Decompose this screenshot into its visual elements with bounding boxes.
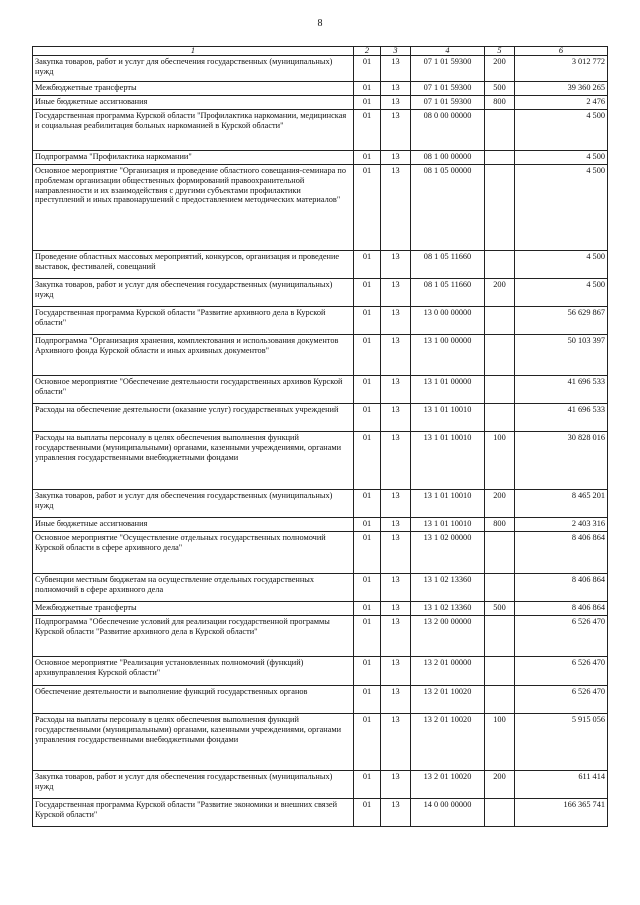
row-amount: 41 696 533	[515, 404, 608, 432]
row-name: Основное мероприятие "Осуществление отдельных государственных полномочий Курской области в сфере архивного дела"	[33, 532, 354, 574]
row-subsection: 13	[381, 335, 411, 376]
table-row	[33, 56, 608, 82]
row-subsection: 13	[381, 96, 411, 110]
row-section: 01	[354, 602, 381, 616]
row-name: Расходы на выплаты персоналу в целях обеспечения выполнения функций государственными (муниципальными) органами, казенными учреждениями, органами управления государственными внебюджетными фондами	[33, 714, 354, 771]
table-row	[33, 616, 608, 657]
row-section: 01	[354, 518, 381, 532]
row-amount: 5 915 056	[515, 714, 608, 771]
row-name: Основное мероприятие "Реализация установленных полномочий (функций) архивуправления Курской области"	[33, 657, 354, 686]
row-expense-type: 800	[485, 518, 515, 532]
table-row	[33, 490, 608, 518]
row-amount: 4 500	[515, 251, 608, 279]
row-section: 01	[354, 251, 381, 279]
row-section: 01	[354, 404, 381, 432]
header-col-6: 6	[515, 47, 608, 56]
row-target-article: 08 1 05 00000	[411, 165, 485, 251]
table-header-row	[33, 47, 608, 56]
row-subsection: 13	[381, 432, 411, 490]
row-subsection: 13	[381, 602, 411, 616]
header-col-4: 4	[411, 47, 485, 56]
row-expense-type	[485, 616, 515, 657]
header-col-5: 5	[485, 47, 515, 56]
row-name: Подпрограмма "Организация хранения, комплектования и использования документов Архивного фонда Курской области и иных архивных документов"	[33, 335, 354, 376]
table-row	[33, 376, 608, 404]
row-name: Иные бюджетные ассигнования	[33, 96, 354, 110]
table-row	[33, 574, 608, 602]
table-row	[33, 602, 608, 616]
row-amount: 56 629 867	[515, 307, 608, 335]
table-row	[33, 657, 608, 686]
table-row	[33, 151, 608, 165]
row-target-article: 13 1 02 00000	[411, 532, 485, 574]
row-target-article: 13 1 01 10010	[411, 490, 485, 518]
table-row	[33, 251, 608, 279]
row-target-article: 13 1 01 10010	[411, 404, 485, 432]
row-section: 01	[354, 432, 381, 490]
row-target-article: 14 0 00 00000	[411, 799, 485, 827]
row-target-article: 13 2 00 00000	[411, 616, 485, 657]
row-amount: 2 403 316	[515, 518, 608, 532]
row-section: 01	[354, 574, 381, 602]
row-subsection: 13	[381, 56, 411, 82]
row-subsection: 13	[381, 771, 411, 799]
row-expense-type: 500	[485, 602, 515, 616]
header-col-2: 2	[354, 47, 381, 56]
row-expense-type	[485, 151, 515, 165]
header-col-3: 3	[381, 47, 411, 56]
row-amount: 8 465 201	[515, 490, 608, 518]
table-row	[33, 714, 608, 771]
row-section: 01	[354, 714, 381, 771]
row-target-article: 13 1 00 00000	[411, 335, 485, 376]
row-expense-type: 200	[485, 771, 515, 799]
row-amount: 2 476	[515, 96, 608, 110]
row-target-article: 13 2 01 10020	[411, 714, 485, 771]
table-row	[33, 165, 608, 251]
row-section: 01	[354, 335, 381, 376]
row-amount: 30 828 016	[515, 432, 608, 490]
row-subsection: 13	[381, 518, 411, 532]
row-expense-type: 800	[485, 96, 515, 110]
row-amount: 8 406 864	[515, 532, 608, 574]
row-subsection: 13	[381, 657, 411, 686]
row-expense-type	[485, 165, 515, 251]
row-amount: 4 500	[515, 151, 608, 165]
row-name: Закупка товаров, работ и услуг для обеспечения государственных (муниципальных) нужд	[33, 490, 354, 518]
row-amount: 6 526 470	[515, 657, 608, 686]
table-row	[33, 96, 608, 110]
table-row	[33, 404, 608, 432]
row-amount: 166 365 741	[515, 799, 608, 827]
row-amount: 4 500	[515, 165, 608, 251]
row-section: 01	[354, 490, 381, 518]
row-subsection: 13	[381, 251, 411, 279]
row-expense-type: 200	[485, 56, 515, 82]
row-section: 01	[354, 279, 381, 307]
row-expense-type	[485, 335, 515, 376]
row-section: 01	[354, 532, 381, 574]
row-section: 01	[354, 110, 381, 151]
row-name: Межбюджетные трансферты	[33, 602, 354, 616]
row-section: 01	[354, 376, 381, 404]
row-subsection: 13	[381, 82, 411, 96]
row-section: 01	[354, 799, 381, 827]
row-amount: 4 500	[515, 279, 608, 307]
row-target-article: 13 2 01 00000	[411, 657, 485, 686]
row-subsection: 13	[381, 165, 411, 251]
row-name: Иные бюджетные ассигнования	[33, 518, 354, 532]
table-row	[33, 82, 608, 96]
row-subsection: 13	[381, 307, 411, 335]
row-amount: 8 406 864	[515, 602, 608, 616]
row-subsection: 13	[381, 279, 411, 307]
row-target-article: 13 2 01 10020	[411, 771, 485, 799]
header-col-1: 1	[33, 47, 354, 56]
row-expense-type	[485, 686, 515, 714]
row-section: 01	[354, 56, 381, 82]
row-amount: 3 012 772	[515, 56, 608, 82]
table-row	[33, 799, 608, 827]
row-name: Государственная программа Курской области "Профилактика наркомании, медицинская и социальная реабилитация больных наркоманией в Курской области"	[33, 110, 354, 151]
row-section: 01	[354, 96, 381, 110]
row-expense-type	[485, 574, 515, 602]
row-name: Закупка товаров, работ и услуг для обеспечения государственных (муниципальных) нужд	[33, 279, 354, 307]
row-expense-type: 500	[485, 82, 515, 96]
row-target-article: 13 1 02 13360	[411, 602, 485, 616]
row-name: Субвенции местным бюджетам на осуществление отдельных государственных полномочий в сфере архивного дела	[33, 574, 354, 602]
row-amount: 50 103 397	[515, 335, 608, 376]
table-row	[33, 307, 608, 335]
row-target-article: 08 1 00 00000	[411, 151, 485, 165]
row-subsection: 13	[381, 574, 411, 602]
table-row	[33, 518, 608, 532]
row-section: 01	[354, 151, 381, 165]
row-subsection: 13	[381, 151, 411, 165]
row-name: Межбюджетные трансферты	[33, 82, 354, 96]
row-subsection: 13	[381, 686, 411, 714]
row-expense-type	[485, 799, 515, 827]
budget-table	[32, 46, 608, 827]
row-expense-type	[485, 307, 515, 335]
row-subsection: 13	[381, 490, 411, 518]
row-name: Проведение областных массовых мероприятий, конкурсов, организация и проведение выставок, фестивалей, совещаний	[33, 251, 354, 279]
row-subsection: 13	[381, 110, 411, 151]
row-expense-type	[485, 532, 515, 574]
row-expense-type	[485, 110, 515, 151]
row-target-article: 08 1 05 11660	[411, 279, 485, 307]
page-number: 8	[317, 18, 323, 29]
row-section: 01	[354, 307, 381, 335]
table-row	[33, 335, 608, 376]
row-expense-type: 200	[485, 490, 515, 518]
row-target-article: 07 1 01 59300	[411, 96, 485, 110]
row-expense-type	[485, 404, 515, 432]
table-row	[33, 432, 608, 490]
row-subsection: 13	[381, 799, 411, 827]
row-amount: 611 414	[515, 771, 608, 799]
row-expense-type: 100	[485, 714, 515, 771]
row-amount: 39 360 265	[515, 82, 608, 96]
row-amount: 4 500	[515, 110, 608, 151]
row-expense-type	[485, 657, 515, 686]
row-target-article: 07 1 01 59300	[411, 56, 485, 82]
row-amount: 6 526 470	[515, 686, 608, 714]
row-subsection: 13	[381, 376, 411, 404]
row-name: Государственная программа Курской области "Развитие архивного дела в Курской области"	[33, 307, 354, 335]
row-target-article: 13 2 01 10020	[411, 686, 485, 714]
row-amount: 6 526 470	[515, 616, 608, 657]
row-section: 01	[354, 165, 381, 251]
row-subsection: 13	[381, 404, 411, 432]
row-section: 01	[354, 82, 381, 96]
row-expense-type: 100	[485, 432, 515, 490]
row-name: Расходы на обеспечение деятельности (оказание услуг) государственных учреждений	[33, 404, 354, 432]
row-name: Закупка товаров, работ и услуг для обеспечения государственных (муниципальных) нужд	[33, 771, 354, 799]
row-amount: 8 406 864	[515, 574, 608, 602]
row-target-article: 13 1 01 00000	[411, 376, 485, 404]
row-subsection: 13	[381, 714, 411, 771]
row-name: Основное мероприятие "Обеспечение деятельности государственных архивов Курской области"	[33, 376, 354, 404]
table-row	[33, 279, 608, 307]
table-row	[33, 532, 608, 574]
table-row	[33, 110, 608, 151]
row-expense-type	[485, 376, 515, 404]
row-name: Государственная программа Курской области "Развитие экономики и внешних связей Курской области"	[33, 799, 354, 827]
row-target-article: 08 0 00 00000	[411, 110, 485, 151]
row-section: 01	[354, 771, 381, 799]
row-target-article: 07 1 01 59300	[411, 82, 485, 96]
row-target-article: 08 1 05 11660	[411, 251, 485, 279]
row-expense-type: 200	[485, 279, 515, 307]
row-section: 01	[354, 616, 381, 657]
row-subsection: 13	[381, 616, 411, 657]
row-name: Основное мероприятие "Организация и проведение областного совещания-семинара по проблемам организации общественных формирований правоохранительной направленности и их взаимодействия с другими субъектами профилактики преступлений и иных правонарушений с предоставлением методических материалов"	[33, 165, 354, 251]
row-section: 01	[354, 657, 381, 686]
row-name: Подпрограмма "Обеспечение условий для реализации государственной программы Курской области "Развитие архивного дела в Курской области"	[33, 616, 354, 657]
row-amount: 41 696 533	[515, 376, 608, 404]
row-name: Расходы на выплаты персоналу в целях обеспечения выполнения функций государственными (муниципальными) органами, казенными учреждениями, органами управления государственными внебюджетными фондами	[33, 432, 354, 490]
row-target-article: 13 1 01 10010	[411, 432, 485, 490]
table-row	[33, 686, 608, 714]
row-target-article: 13 0 00 00000	[411, 307, 485, 335]
row-target-article: 13 1 01 10010	[411, 518, 485, 532]
row-subsection: 13	[381, 532, 411, 574]
row-expense-type	[485, 251, 515, 279]
row-name: Закупка товаров, работ и услуг для обеспечения государственных (муниципальных) нужд	[33, 56, 354, 82]
row-section: 01	[354, 686, 381, 714]
row-name: Обеспечение деятельности и выполнение функций государственных органов	[33, 686, 354, 714]
row-target-article: 13 1 02 13360	[411, 574, 485, 602]
row-name: Подпрограмма "Профилактика наркомании"	[33, 151, 354, 165]
table-row	[33, 771, 608, 799]
